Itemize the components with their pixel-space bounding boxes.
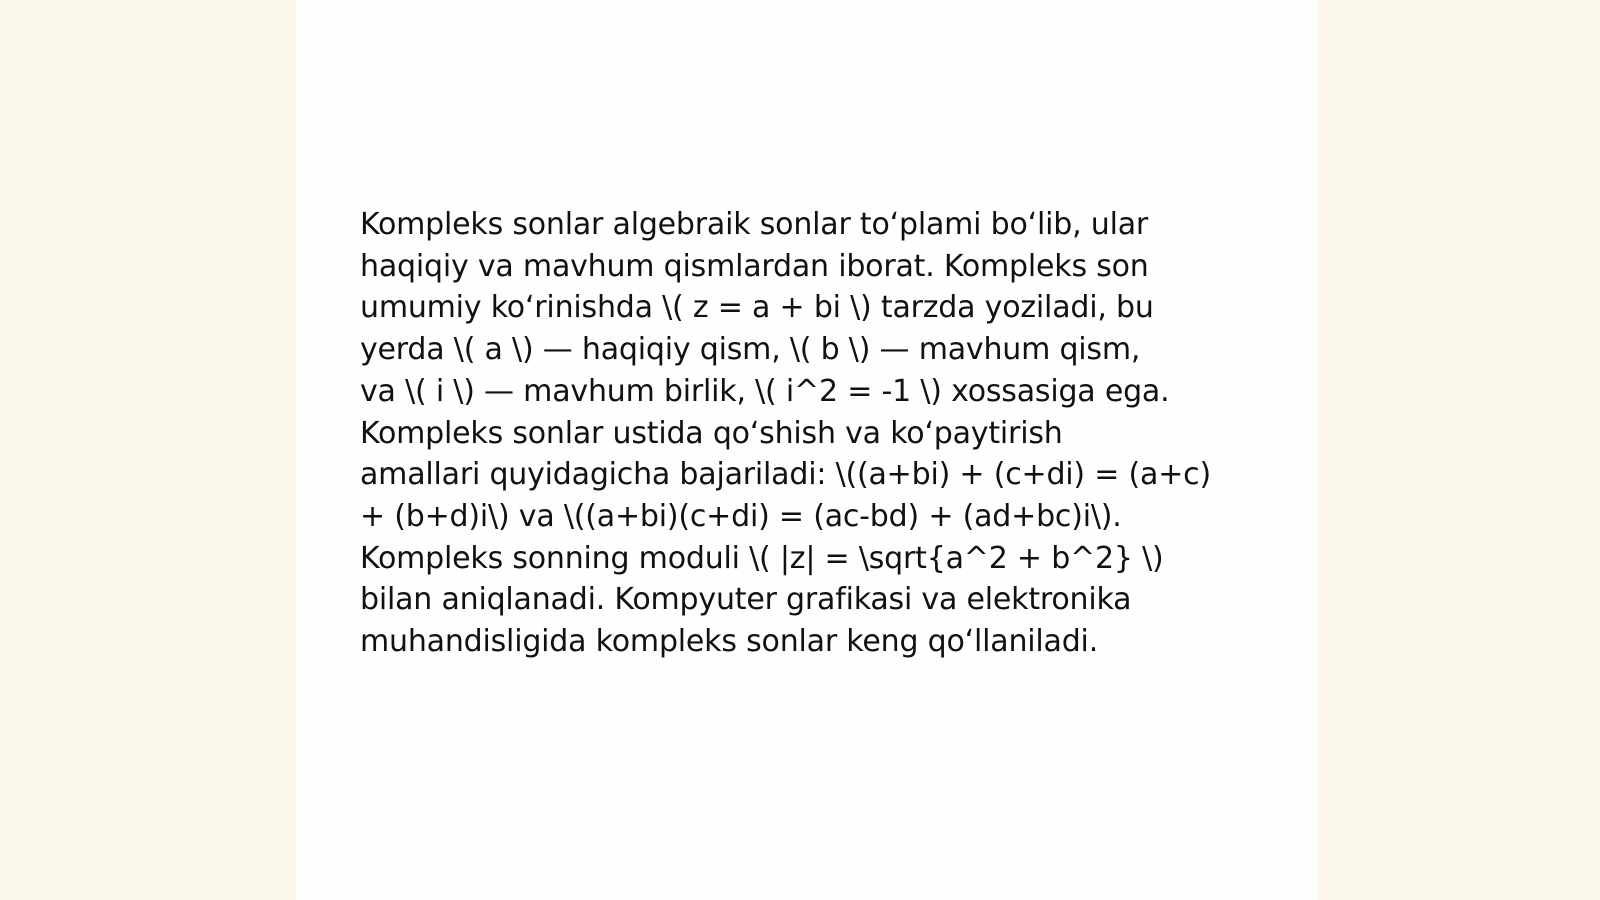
paragraph-line: va \( i \) — mavhum birlik, \( i^2 = -1 \) xossasiga ega.	[360, 373, 1170, 409]
paragraph-line: bilan aniqlanadi. Kompyuter grafikasi va elektronika	[360, 582, 1132, 618]
document-page	[296, 0, 1318, 900]
paragraph-line: Kompleks sonning moduli \( |z| = \sqrt{a^2 + b^2} \)	[360, 540, 1164, 576]
paragraph-line: + (b+d)i\) va \((a+bi)(c+di) = (ac-bd) + (ad+bc)i\).	[360, 498, 1122, 534]
paragraph-line: yerda \( a \) — haqiqiy qism, \( b \) — mavhum qism,	[360, 332, 1141, 368]
paragraph-line: haqiqiy va mavhum qismlardan iborat. Kompleks son	[360, 248, 1149, 284]
paragraph-line: muhandisligida kompleks sonlar keng qo‘llaniladi.	[360, 624, 1099, 660]
body-paragraph	[360, 204, 1260, 663]
paragraph-line: Kompleks sonlar ustida qo‘shish va ko‘paytirish	[360, 415, 1063, 451]
paragraph-line: umumiy ko‘rinishda \( z = a + bi \) tarzda yoziladi, bu	[360, 290, 1154, 326]
paragraph-line: amallari quyidagicha bajariladi: \((a+bi) + (c+di) = (a+c)	[360, 457, 1211, 493]
paragraph-line: Kompleks sonlar algebraik sonlar to‘plami bo‘lib, ular	[360, 207, 1149, 242]
